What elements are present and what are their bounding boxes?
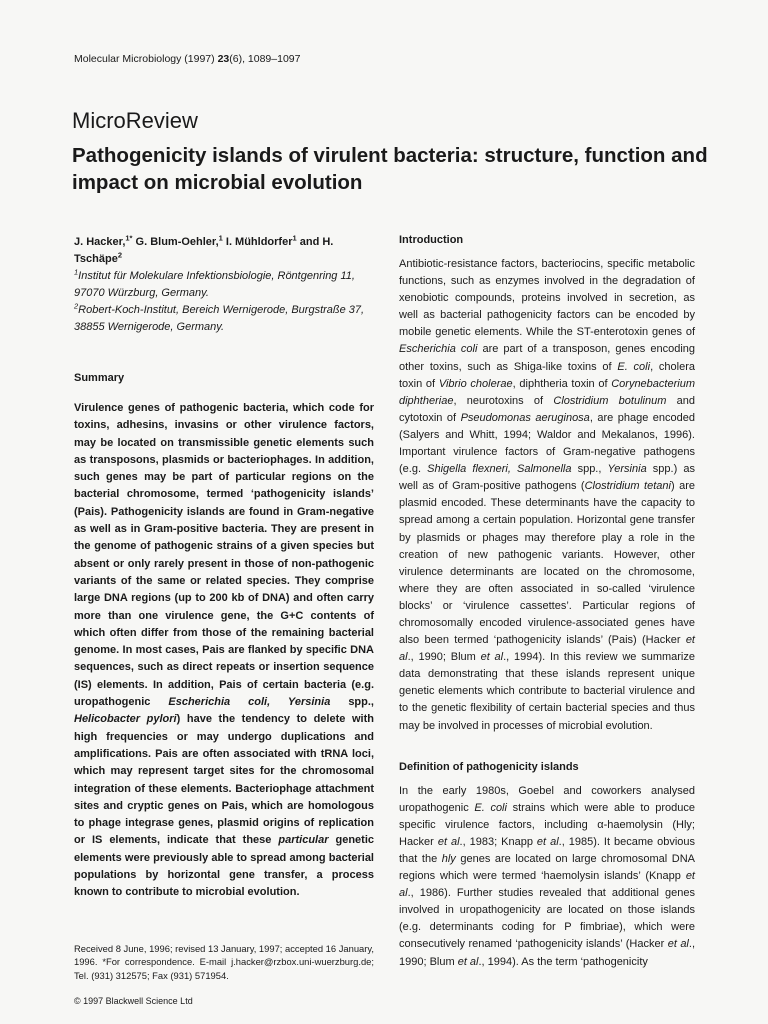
affiliation-1: $^1$Institut für Molekulare Infektionsbiologie, Röntgenring 11, 97070 Würzburg, Germany. <box>74 267 355 299</box>
introduction-heading: Introduction <box>399 234 464 246</box>
article-title: Pathogenicity islands of virulent bacteria: structure, function and impact on microbial evolution <box>72 144 708 194</box>
summary-heading: Summary <box>74 372 125 384</box>
left-column <box>74 234 374 1006</box>
author-list: J. Hacker,$^{1*}$ G. Blum-Oehler,$^1$ I. Mühldorfer$^1$ and H. Tschäpe$^2$ <box>74 233 334 265</box>
journal-citation: Molecular Microbiology (1997) 23(6), 1089–1097 <box>74 53 301 65</box>
affiliation-2: $^2$Robert-Koch-Institut, Bereich Wernigerode, Burgstraße 37, 38855 Wernigerode, Germany. <box>74 301 365 333</box>
section-type: MicroReview <box>72 108 198 133</box>
introduction-text: Antibiotic-resistance factors, bacteriocins, specific metabolic functions, such as enzymes involved in the degradation of xenobiotic compounds, proteins involved in secretion, as well as bacterial pathogenicity factors can be encoded by mobile genetic elements. While the ST-enterotoxin genes of Escherichia coli are part of a transposon, genes encoding other toxins, such as Shiga-like toxins of E. coli, cholera toxin of Vibrio cholerae, diphtheria toxin of Corynebacterium diphtheriae, neurotoxins of Clostridium botulinum and cytotoxin of Pseudomonas aeruginosa, are phage encoded (Salyers and Whitt, 1994; Waldor and Mekalanos, 1996). Important virulence factors of Gram-negative pathogens (e.g. Shigella flexneri, Salmonella spp., Yersinia spp.) as well as of Gram-positive pathogens (Clostridium tetani) are plasmid encoded. These determinants have the capacity to spread among a certain population. Horizontal gene transfer by plasmids or phages may therefore play a role in the creation of new pathogenic variants. However, other virulence determinants are located on the chromosome, where they are often associated in so-called ‘virulence blocks’ or ‘virulence cassettes’. Particular regions of chromosomally encoded virulence-associated genes have also been termed ‘pathogenicity islands’ (Pais) (Hacker et al., 1990; Blum et al., 1994). In this review we summarize data demonstrating that these islands represent unique genetic elements which contribute to bacterial virulence and to the genetic flexibility of certain bacterial species and thus may be involved in processes of microbial evolution. <box>399 258 696 732</box>
received-footnote: Received 8 June, 1996; revised 13 January, 1997; accepted 16 January, 1996. *For correspondence. E-mail j.hacker@rzbox.uni-wuerzburg.de; Tel. (931) 312575; Fax (931) 571954. <box>74 942 374 981</box>
summary-text: Virulence genes of pathogenic bacteria, which code for toxins, adhesins, invasins or other virulence factors, may be located on transmissible genetic elements such as transposons, plasmids or bacteriophages. In addition, such genes may be part of particular regions on the bacterial chromosome, termed ‘pathogenicity islands’ (Pais). Pathogenicity islands are found in Gram-negative as well as in Gram-positive bacteria. They are present in the genome of pathogenic strains of a given species but absent or only rarely present in those of non-pathogenic variants of the same or related species. They comprise large DNA regions (up to 200 kb of DNA) and often carry more than one virulence gene, the G+C contents of which often differ from those of the remaining bacterial genome. In most cases, Pais are flanked by specific DNA sequences, such as direct repeats or insertion sequence (IS) elements. In addition, Pais of certain bacteria (e.g. uropathogenic Escherichia coli, Yersinia spp., Helicobacter pylori) have the tendency to delete with high frequencies or may undergo duplications and amplifications. Pais are often associated with tRNA loci, which may represent target sites for the chromosomal integration of these elements. Bacteriophage attachment sites and cryptic genes on Pais, which are homologous to phage integrase genes, plasmid origins of replication or IS elements, indicate that these particular genetic elements were previously able to spread among bacterial populations by horizontal gene transfer, a process known to contribute to microbial evolution. <box>74 402 374 899</box>
definition-heading: Definition of pathogenicity islands <box>399 760 579 773</box>
right-column <box>399 234 695 971</box>
definition-text: In the early 1980s, Goebel and coworkers analysed uropathogenic E. coli strains which were able to produce specific virulence factors, including α-haemolysin (Hly; Hacker et al., 1983; Knapp et al., 1985). It became obvious that the hly genes are located on large chromosomal DNA regions which were termed ‘haemolysin islands’ (Knapp et al., 1986). Further studies revealed that additional genes involved in uropathogenicity are located on those islands (e.g. determinants coding for P fimbriae), which were consecutively renamed ‘pathogenicity islands’ (Hacker et al., 1990; Blum et al., 1994). As the term ‘pathogenicity <box>399 784 696 968</box>
copyright: © 1997 Blackwell Science Ltd <box>74 996 193 1007</box>
